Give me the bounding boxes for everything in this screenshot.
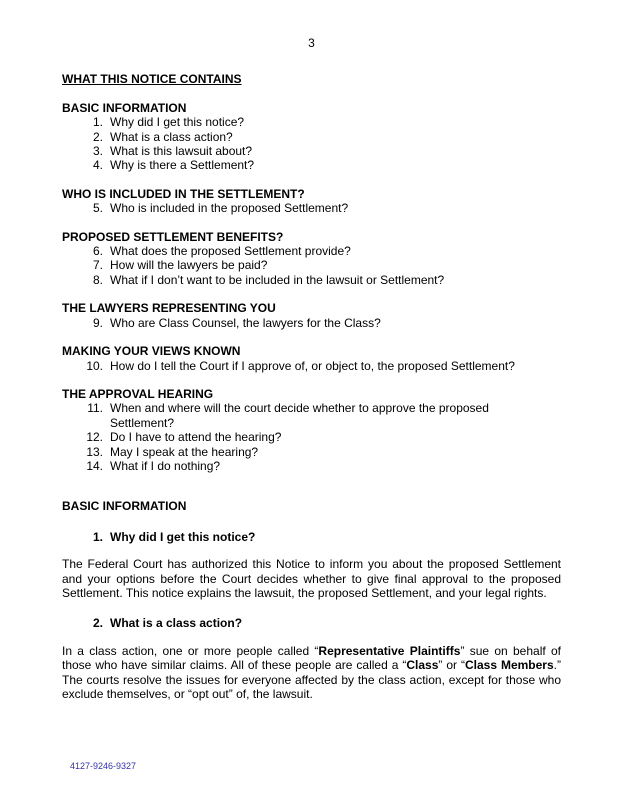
footer-code: 4127-9246-9327	[70, 761, 137, 771]
toc-section-settlement-benefits	[62, 230, 561, 288]
toc-item-text: May I speak at the hearing?	[110, 444, 259, 459]
question-number: 2.	[92, 616, 103, 631]
toc-item-number: 4.	[92, 158, 103, 173]
toc-item-text: How will the lawyers be paid?	[110, 258, 268, 273]
toc-item-number: 14.	[86, 458, 103, 473]
question-2	[62, 616, 561, 701]
toc-item	[62, 359, 561, 373]
toc-item-text: What if I don’t want to be included in the lawsuit or Settlement?	[110, 272, 445, 287]
toc-section-heading: THE APPROVAL HEARING	[62, 386, 214, 401]
toc-item-text: What does the proposed Settlement provide?	[110, 244, 351, 259]
toc-item	[62, 144, 561, 158]
toc-item-text: What if I do nothing?	[110, 458, 221, 473]
toc-item-number: 10.	[86, 358, 103, 373]
toc-item	[62, 316, 561, 330]
toc-item	[62, 201, 561, 215]
toc-item	[62, 459, 561, 473]
toc-section-heading: PROPOSED SETTLEMENT BENEFITS?	[62, 229, 284, 244]
toc-section-basic-information	[62, 101, 561, 173]
question-title	[62, 616, 561, 630]
question-title-text: Why did I get this notice?	[110, 529, 256, 544]
page-number: 3	[308, 36, 315, 50]
toc-item-number: 1.	[92, 115, 103, 130]
toc-section-heading: THE LAWYERS REPRESENTING YOU	[62, 301, 276, 316]
question-paragraph: In a class action, one or more people called “Representative Plaintiffs” sue on behalf of those who have similar claims. All of these people are called a “Class” or “Class Members.” The courts resolve the issues for everyone affected by the class action, except for those who exclude themselves, or “opt out” of, the lawsuit.	[62, 643, 561, 701]
toc-item-text: Who is included in the proposed Settlement?	[110, 201, 349, 216]
toc-item	[62, 158, 561, 172]
toc-item-text: Do I have to attend the hearing?	[110, 430, 282, 445]
toc-item-number: 5.	[92, 201, 103, 216]
toc-item-text: Why is there a Settlement?	[110, 158, 255, 173]
toc-item-text: How do I tell the Court if I approve of, or object to, the proposed Settlement?	[110, 358, 515, 373]
toc-title: WHAT THIS NOTICE CONTAINS	[62, 72, 242, 87]
toc-item-number: 8.	[92, 272, 103, 287]
toc-item-number: 13.	[86, 444, 103, 459]
toc-section-approval-hearing	[62, 387, 561, 473]
toc-section-lawyers-representing-you	[62, 301, 561, 330]
toc-item-text: What is this lawsuit about?	[110, 144, 253, 159]
toc-section-making-views-known	[62, 344, 561, 373]
toc-item	[62, 244, 561, 258]
toc-item-text: Who are Class Counsel, the lawyers for the Class?	[110, 315, 381, 330]
toc-item-text: What is a class action?	[110, 129, 233, 144]
question-paragraph: The Federal Court has authorized this Notice to inform you about the proposed Settlement and your options before the Court decides whether to give final approval to the proposed Settlement. This notice explains the lawsuit, the proposed Settlement, and your legal rights.	[62, 557, 561, 600]
toc-item	[62, 445, 561, 459]
toc-item	[62, 401, 561, 430]
toc-item-text: Why did I get this notice?	[110, 115, 245, 130]
question-title-text: What is a class action?	[110, 616, 243, 631]
question-title	[62, 530, 561, 544]
toc-item-number: 12.	[86, 430, 103, 445]
toc-item	[62, 258, 561, 272]
question-number: 1.	[92, 529, 103, 544]
toc-section-who-is-included	[62, 187, 561, 216]
toc-item	[62, 273, 561, 287]
toc-item-number: 6.	[92, 244, 103, 259]
toc-section-heading: MAKING YOUR VIEWS KNOWN	[62, 344, 241, 359]
toc-item	[62, 130, 561, 144]
toc-section-heading: WHO IS INCLUDED IN THE SETTLEMENT?	[62, 186, 305, 201]
toc-item-text: When and where will the court decide whether to approve the proposed Settlement?	[110, 401, 489, 430]
toc-item-number: 7.	[92, 258, 103, 273]
toc-item-number: 9.	[92, 315, 103, 330]
toc-item-number: 3.	[92, 144, 103, 159]
section-heading-basic-information: BASIC INFORMATION	[62, 499, 187, 514]
toc-item	[62, 430, 561, 444]
question-1	[62, 530, 561, 601]
toc-item	[62, 115, 561, 129]
toc-item-number: 11.	[87, 401, 103, 416]
toc-section-heading: BASIC INFORMATION	[62, 100, 187, 115]
toc-item-number: 2.	[92, 129, 103, 144]
